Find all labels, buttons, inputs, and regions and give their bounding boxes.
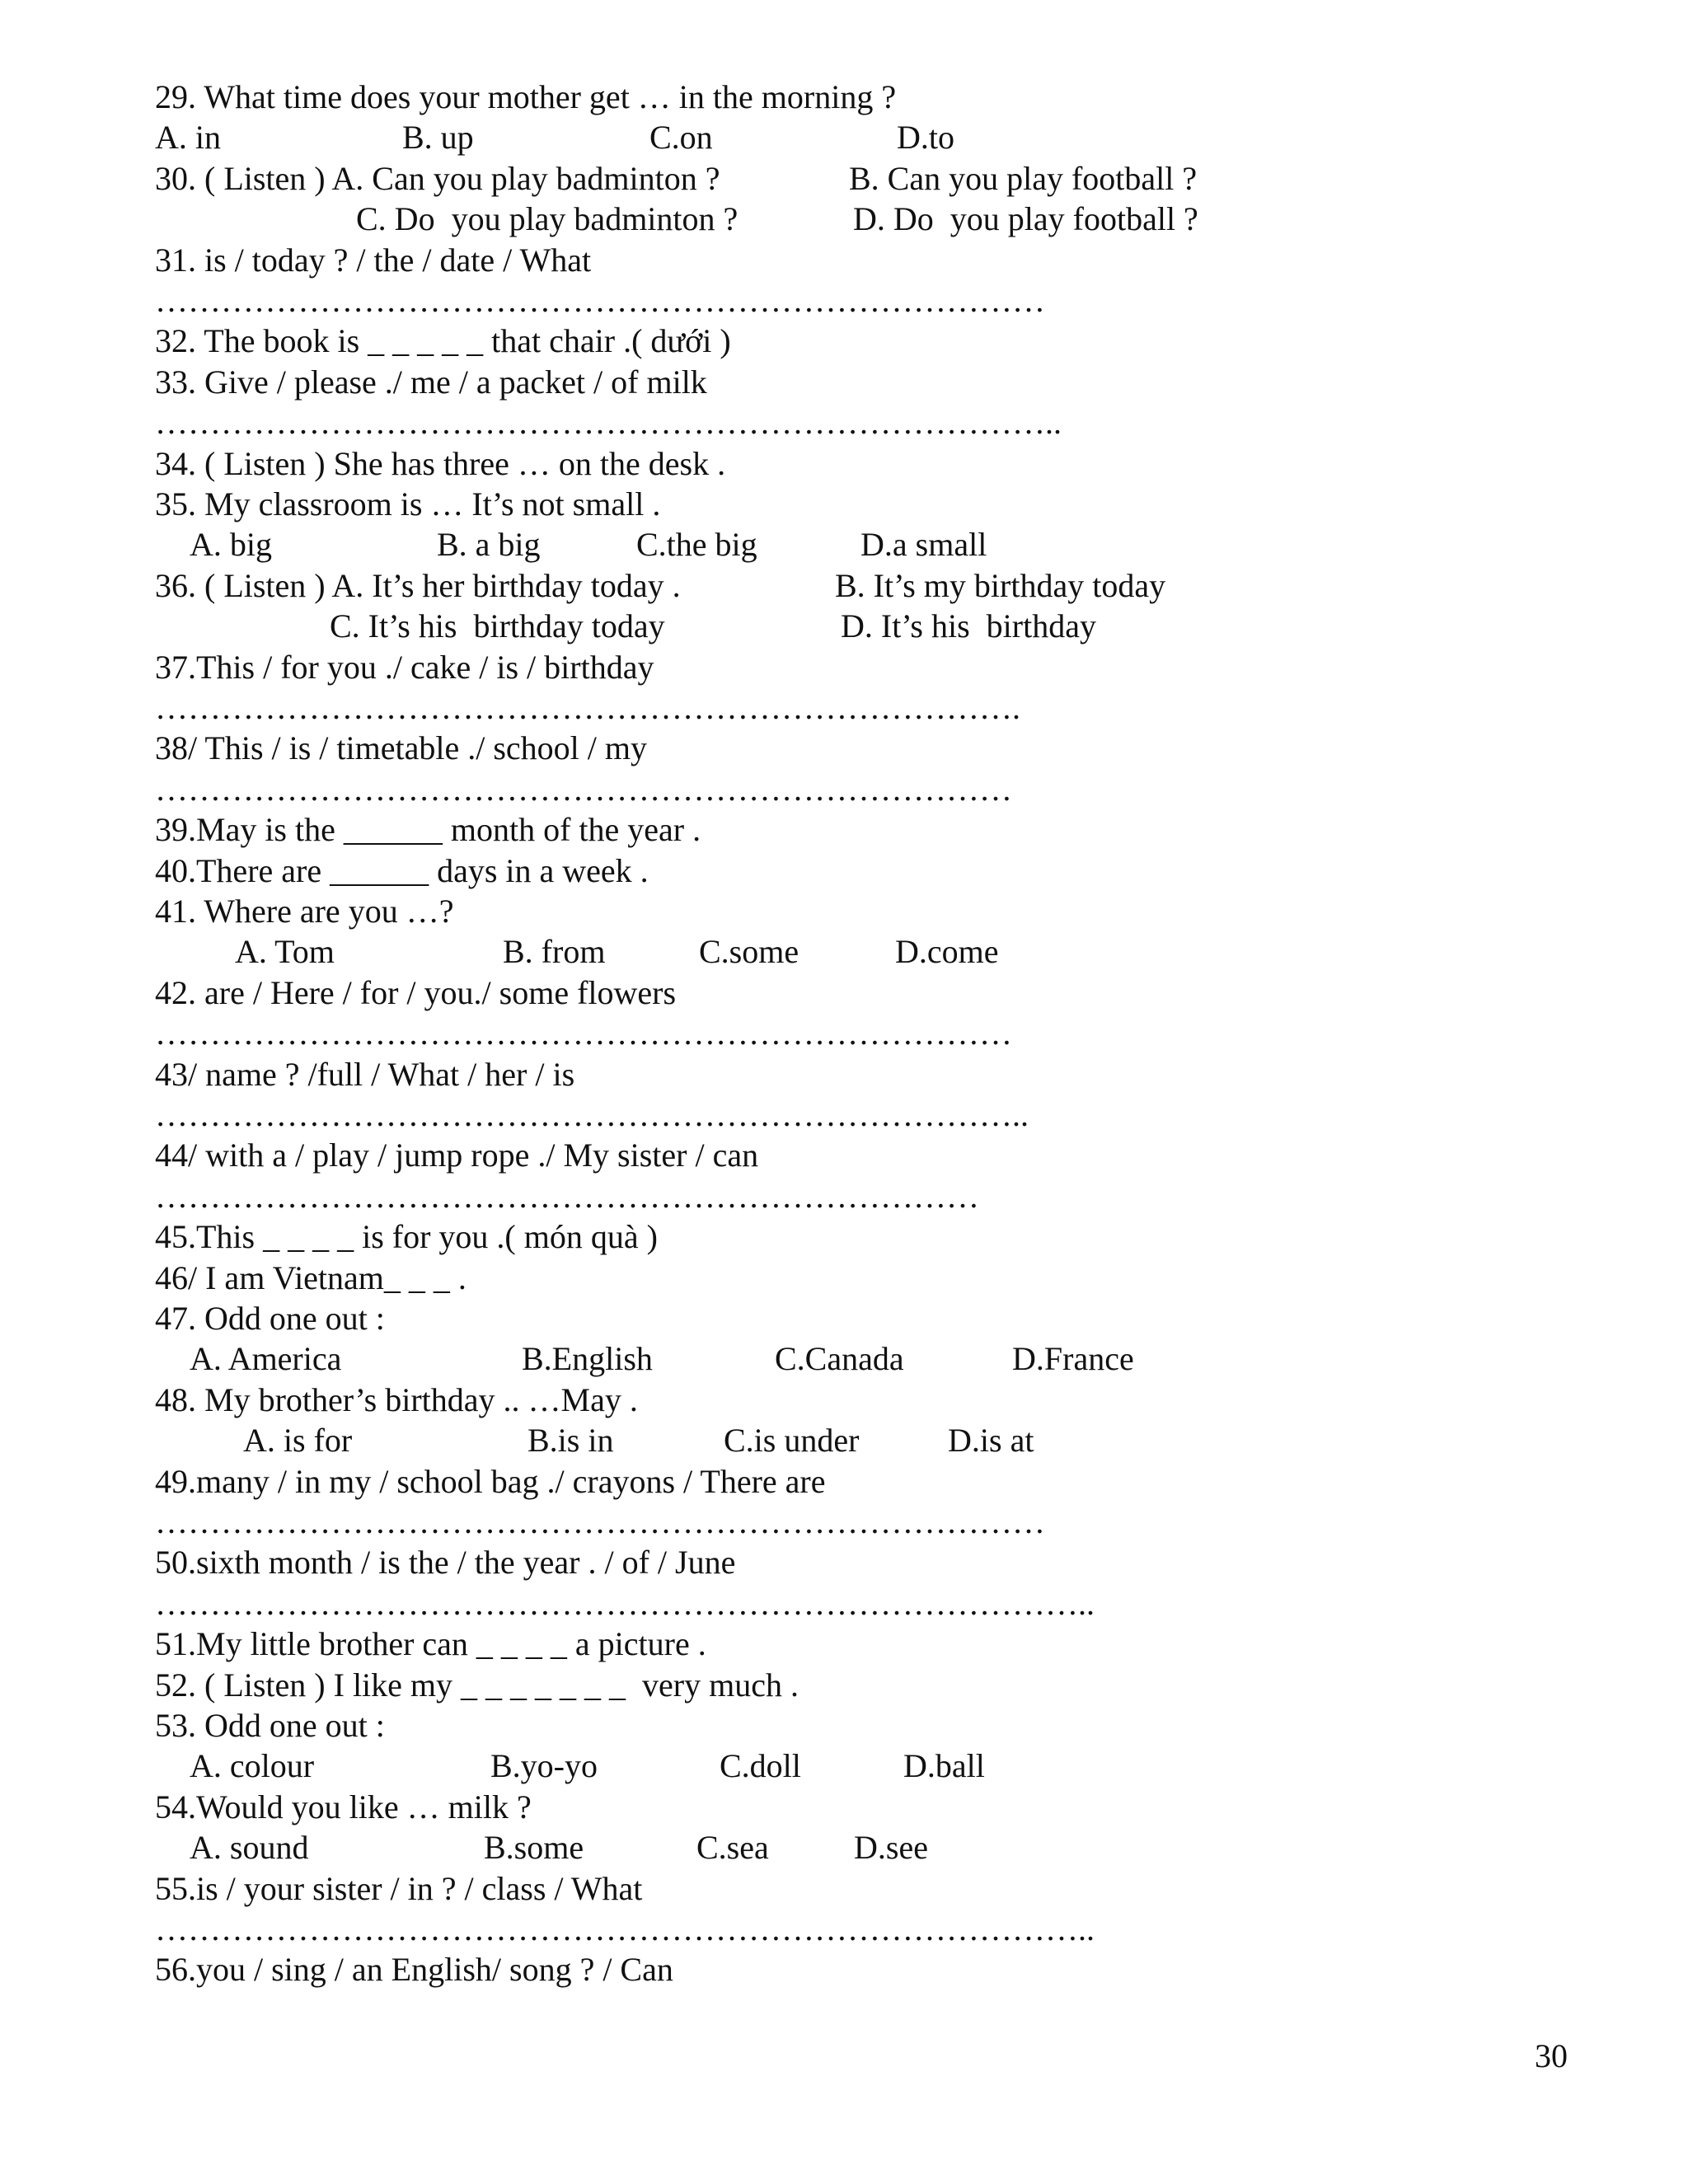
- answer-option: C. Do you play badminton ?: [356, 200, 738, 237]
- question-line: 35. My classroom is … It’s not small .: [155, 485, 661, 523]
- answer-option: A. Tom: [235, 933, 335, 970]
- answer-dotted-line: ………………………………………………………………………: [155, 282, 1045, 319]
- answer-option: A. colour: [190, 1747, 315, 1784]
- answer-option: D.France: [1012, 1340, 1134, 1377]
- question-line: 39.May is the ______ month of the year .: [155, 811, 701, 848]
- answer-option: B.English: [522, 1340, 653, 1377]
- answer-dotted-line: ………………………………………………………………………..: [155, 404, 1062, 441]
- answer-option: C. It’s his birthday today: [330, 607, 665, 644]
- question-line: 40.There are ______ days in a week .: [155, 852, 649, 889]
- answer-dotted-line: ……………………………………………………………………: [155, 1015, 1012, 1052]
- answer-option: B. up: [402, 119, 474, 156]
- answer-option: A. sound: [190, 1829, 309, 1866]
- answer-dotted-line: ………………………………………………………………………: [155, 1503, 1045, 1540]
- answer-option: A. America: [190, 1340, 342, 1377]
- answer-option: C.some: [699, 933, 799, 970]
- page-number: 30: [1535, 2037, 1568, 2074]
- question-line: 41. Where are you …?: [155, 893, 454, 930]
- answer-option: C.on: [649, 119, 713, 156]
- answer-dotted-line: …………………………………………………………………….: [155, 689, 1020, 726]
- answer-dotted-line: …………………………………………………………………………..: [155, 1585, 1095, 1622]
- question-line: 47. Odd one out :: [155, 1300, 385, 1337]
- answer-option: B. Can you play football ?: [849, 160, 1198, 197]
- answer-option: D.is at: [948, 1422, 1034, 1459]
- answer-option: C.doll: [720, 1747, 801, 1784]
- answer-option: A. in: [155, 119, 221, 156]
- question-line: 44/ with a / play / jump rope ./ My sister / can: [155, 1137, 759, 1174]
- answer-option: C.the big: [636, 526, 757, 563]
- answer-option: C.is under: [724, 1422, 860, 1459]
- answer-option: A. big: [190, 526, 272, 563]
- question-line: 37.This / for you ./ cake / is / birthday: [155, 649, 654, 686]
- answer-option: D.ball: [903, 1747, 985, 1784]
- answer-option: D.a small: [860, 526, 987, 563]
- question-line: 38/ This / is / timetable ./ school / my: [155, 729, 648, 766]
- answer-option: B.yo-yo: [490, 1747, 598, 1784]
- answer-option: B.some: [484, 1829, 584, 1866]
- question-line: 55.is / your sister / in ? / class / What: [155, 1870, 643, 1907]
- answer-option: B. It’s my birthday today: [835, 567, 1166, 604]
- question-line: 56.you / sing / an English/ song ? / Can: [155, 1951, 673, 1988]
- answer-option: 36. ( Listen ) A. It’s her birthday today .: [155, 567, 681, 604]
- question-line: 48. My brother’s birthday .. …May .: [155, 1381, 638, 1418]
- question-line: 31. is / today ? / the / date / What: [155, 241, 592, 279]
- question-line: 49.many / in my / school bag ./ crayons / There are: [155, 1463, 826, 1500]
- answer-option: B.is in: [528, 1422, 614, 1459]
- answer-option: D.to: [897, 119, 954, 156]
- answer-option: A. is for: [243, 1422, 353, 1459]
- answer-option: D.see: [854, 1829, 928, 1866]
- question-line: 46/ I am Vietnam_ _ _ .: [155, 1259, 467, 1296]
- question-line: 54.Would you like … milk ?: [155, 1788, 532, 1825]
- answer-dotted-line: ……………………………………………………………………..: [155, 1096, 1029, 1133]
- answer-option: B. from: [503, 933, 606, 970]
- question-line: 42. are / Here / for / you./ some flowers: [155, 974, 677, 1011]
- answer-option: D. It’s his birthday: [841, 607, 1096, 644]
- question-line: 45.This _ _ _ _ is for you .( món quà ): [155, 1218, 658, 1255]
- answer-option: B. a big: [437, 526, 541, 563]
- answer-dotted-line: ……………………………………………………………………: [155, 771, 1012, 808]
- answer-option: D. Do you play football ?: [853, 200, 1198, 237]
- question-line: 32. The book is _ _ _ _ _ that chair .( dưới ): [155, 322, 731, 359]
- question-line: 29. What time does your mother get … in the morning ?: [155, 78, 897, 115]
- question-line: 52. ( Listen ) I like my _ _ _ _ _ _ _ very much .: [155, 1666, 799, 1704]
- answer-option: C.sea: [696, 1829, 769, 1866]
- answer-option: C.Canada: [775, 1340, 904, 1377]
- question-line: 34. ( Listen ) She has three … on the desk .: [155, 445, 726, 482]
- question-line: 33. Give / please ./ me / a packet / of milk: [155, 363, 707, 401]
- question-line: 50.sixth month / is the / the year . / of / June: [155, 1544, 736, 1581]
- answer-dotted-line: …………………………………………………………………: [155, 1178, 979, 1215]
- question-line: 43/ name ? /full / What / her / is: [155, 1056, 575, 1093]
- question-line: 51.My little brother can _ _ _ _ a picture .: [155, 1625, 706, 1662]
- question-line: 53. Odd one out :: [155, 1707, 385, 1744]
- answer-dotted-line: …………………………………………………………………………..: [155, 1910, 1095, 1947]
- answer-option: D.come: [895, 933, 999, 970]
- answer-option: 30. ( Listen ) A. Can you play badminton ?: [155, 160, 720, 197]
